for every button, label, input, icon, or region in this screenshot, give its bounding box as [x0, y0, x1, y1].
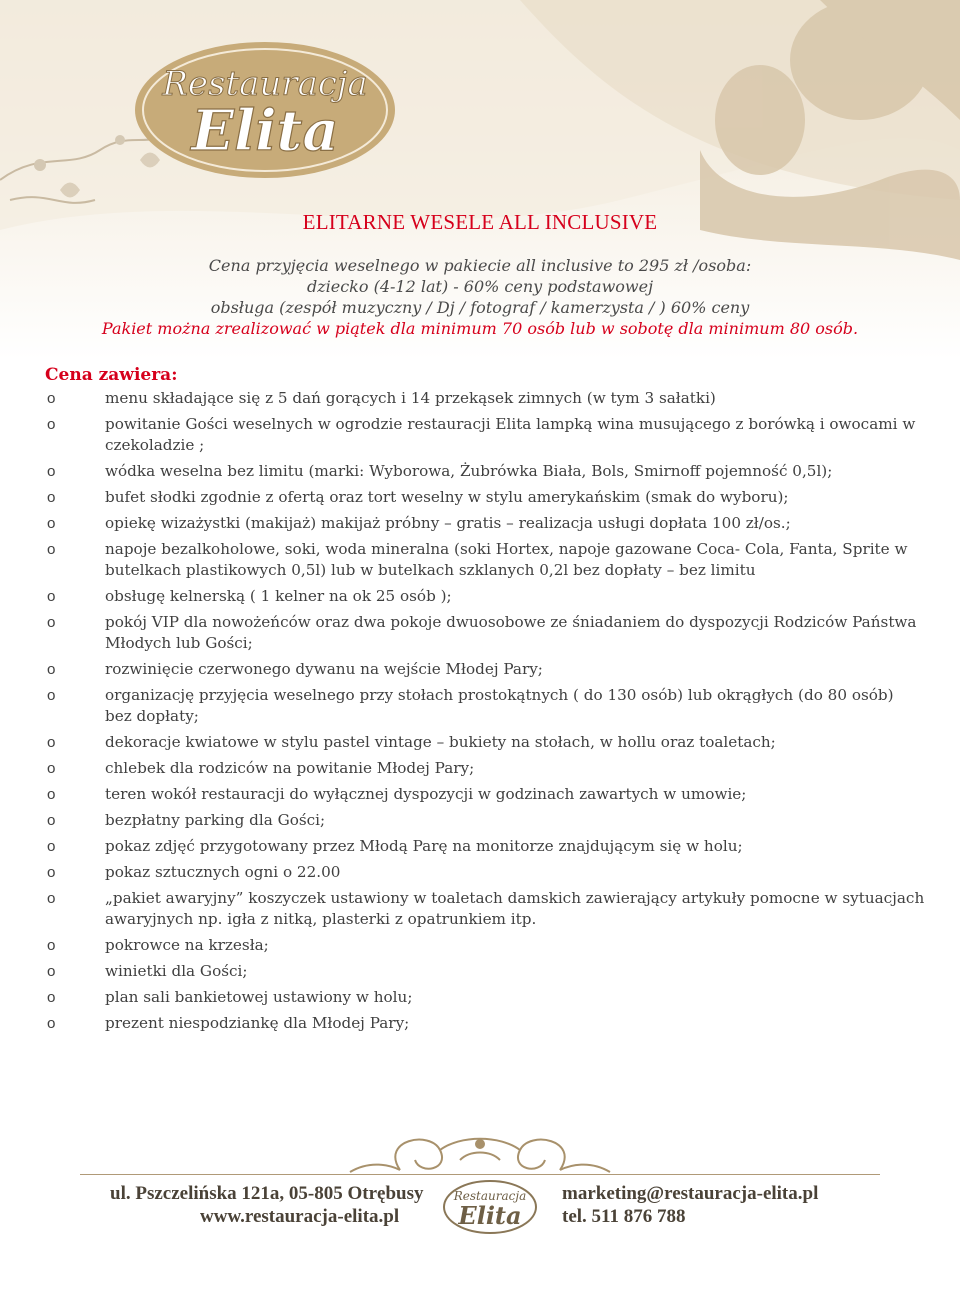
list-item: o prezent niespodziankę dla Młodej Pary;: [45, 1013, 925, 1034]
list-item: o pokrowce na krzesła;: [45, 935, 925, 956]
list-item: o pokaz zdjęć przygotowany przez Młodą Parę na monitorze znajdującym się w holu;: [45, 836, 925, 857]
footer-address: ul. Pszczelińska 121a, 05-805 Otrębusy: [110, 1183, 424, 1204]
list-item: o bezpłatny parking dla Gości;: [45, 810, 925, 831]
price-line-child: dziecko (4-12 lat) - 60% ceny podstawowej: [306, 277, 654, 296]
price-line-adult: Cena przyjęcia weselnego w pakiecie all inclusive to 295 zł /osoba:: [208, 256, 752, 275]
list-item: o powitanie Gości weselnych w ogrodzie restauracji Elita lampką wina musującego z borówką i owocami w czekoladzie ;: [45, 414, 925, 456]
logo-line2: Elita: [191, 98, 339, 164]
list-item: o bufet słodki zgodnie z ofertą oraz tort weselny w stylu amerykańskim (smak do wyboru);: [45, 487, 925, 508]
list-item: o organizację przyjęcia weselnego przy stołach prostokątnych ( do 130 osób) lub okrągłych (do 80 osób) bez dopłaty;: [45, 685, 925, 727]
list-item: o opiekę wizażystki (makijaż) makijaż próbny – gratis – realizacja usługi dopłata 100 zł/os.;: [45, 513, 925, 534]
list-item: o obsługę kelnerską ( 1 kelner na ok 25 osób );: [45, 586, 925, 607]
section-title: Cena zawiera:: [45, 365, 178, 385]
list-item: o menu składające się z 5 dań gorących i 14 przekąsek zimnych (w tym 3 sałatki): [45, 388, 925, 409]
footer-email[interactable]: marketing@restauracja-elita.pl: [562, 1183, 819, 1204]
list-item: o chlebek dla rodziców na powitanie Młodej Pary;: [45, 758, 925, 779]
list-item: o pokaz sztucznych ogni o 22.00: [45, 862, 925, 883]
list-item: o winietki dla Gości;: [45, 961, 925, 982]
footer-logo-line1: Restauracja: [453, 1189, 527, 1203]
included-items-list: [45, 388, 925, 1039]
price-line-minimum: Pakiet można zrealizować w piątek dla minimum 70 osób lub w sobotę dla minimum 80 osób.: [101, 319, 859, 338]
footer-logo-line2: Elita: [458, 1201, 522, 1230]
price-line-service: obsługa (zespół muzyczny / Dj / fotograf / kamerzysta / ) 60% ceny: [210, 298, 750, 317]
list-item: o teren wokół restauracji do wyłącznej dyspozycji w godzinach zawartych w umowie;: [45, 784, 925, 805]
list-item: o „pakiet awaryjny” koszyczek ustawiony w toaletach damskich zawierający artykuły pomocne w sytuacjach awaryjnych np. igła z nitką, plasterki z opatrunkiem itp.: [45, 888, 925, 930]
list-item: o plan sali bankietowej ustawiony w holu;: [45, 987, 925, 1008]
page-title: ELITARNE WESELE ALL INCLUSIVE: [302, 210, 658, 234]
list-item: o rozwinięcie czerwonego dywanu na wejście Młodej Pary;: [45, 659, 925, 680]
logo-line1: Restauracja: [162, 64, 368, 104]
list-item: o dekoracje kwiatowe w stylu pastel vintage – bukiety na stołach, w hollu oraz toaletach;: [45, 732, 925, 753]
list-item: o napoje bezalkoholowe, soki, woda mineralna (soki Hortex, napoje gazowane Coca- Cola, Fanta, Sprite w butelkach plastikowych 0,5l) lub w butelkach szklanych 0,2l bez dopłaty – bez limitu: [45, 539, 925, 581]
footer-logo: [440, 1172, 540, 1242]
list-item: o wódka weselna bez limitu (marki: Wyborowa, Żubrówka Biała, Bols, Smirnoff pojemność 0,5l);: [45, 461, 925, 482]
restaurant-logo: [135, 42, 395, 178]
list-item: o pokój VIP dla nowożeńców oraz dwa pokoje dwuosobowe ze śniadaniem do dyspozycji Rodziców Państwa Młodych lub Gości;: [45, 612, 925, 654]
footer-phone: tel. 511 876 788: [562, 1206, 686, 1227]
footer-website[interactable]: www.restauracja-elita.pl: [200, 1206, 400, 1227]
price-info: [0, 255, 960, 339]
